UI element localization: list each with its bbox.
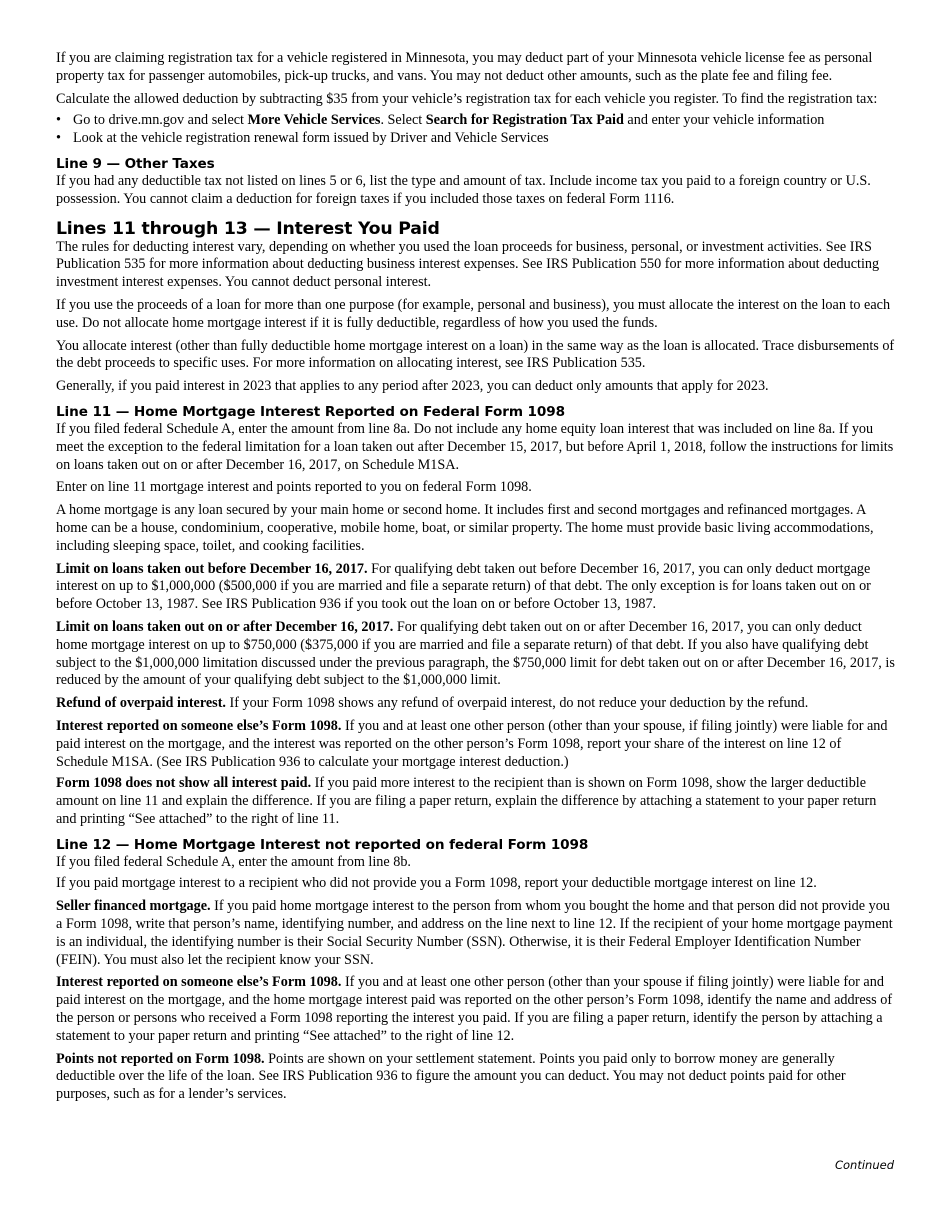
vehicle-tax-paragraph: If you are claiming registration tax for a vehicle registered in Minnesota, you may deduct part of your Minnesota vehicle license fee as personal property tax for passenger automobiles, pick-up trucks, and vans. You may not deduct other amounts, such as the plate fee and filing fee.: [56, 50, 873, 84]
line11-heading: Line 11 — Home Mortgage Interest Reported on Federal Form 1098: [56, 403, 565, 420]
interest-section-heading: Lines 11 through 13 — Interest You Paid: [56, 218, 440, 239]
line12-heading: Line 12 — Home Mortgage Interest not reported on federal Form 1098: [56, 836, 589, 853]
refund-overpaid-paragraph: Refund of overpaid interest. If your Form 1098 shows any refund of overpaid interest, do not reduce your deduction by the refund.: [56, 695, 809, 712]
someone-else-1098-paragraph: Interest reported on someone else’s Form 1098. If you and at least one other person (other than your spouse, if filing jointly) were liable for and paid interest on the mortgage, and the interest was reported on the other person’s Form 1098, report your share of the interest on line 12 of Schedule M1SA. (See IRS Publication 936 to calculate your mortgage interest deduction.): [56, 717, 888, 770]
bullet-icon: •: [56, 112, 61, 129]
interest-rules-paragraph: The rules for deducting interest vary, depending on whether you used the loan proceeds for business, personal, or investment activities. See IRS Publication 535 for more information about deducting business interest expenses. See IRS Publication 550 for more information about deducting investment interest expenses. You cannot deduct personal interest.: [56, 238, 880, 291]
limit-after-2017-paragraph: Limit on loans taken out on or after December 16, 2017. For qualifying debt taken out on or after December 16, 2017, you can only deduct home mortgage interest on up to $750,000 ($375,000 if you are married and file a separate return) of that debt. If you also have qualifying debt subject to the $1,000,000 limitation discussed under the previous paragraph, the $750,000 limit for debt taken out on or after December 16, 2017, is reduced by the amount of your qualifying debt subject to the $1,000,000 limit.: [56, 618, 895, 689]
limit-before-2017-paragraph: Limit on loans taken out before December 16, 2017. For qualifying debt taken out before December 16, 2017, you can only deduct mortgage interest on up to $1,000,000 ($500,000 if you are married and file a separate return) of that debt. The only exception is for loans taken out on or before October 13, 1987. See IRS Publication 936 if you took out the loan on or before October 13, 1987.: [56, 560, 871, 613]
list-item: • Look at the vehicle registration renewal form issued by Driver and Vehicle Services: [56, 130, 549, 147]
vehicle-deduction-paragraph: Calculate the allowed deduction by subtracting $35 from your vehicle’s registration tax for each vehicle you register. To find the registration tax:: [56, 90, 878, 107]
line9-paragraph: If you had any deductible tax not listed on lines 5 or 6, list the type and amount of tax. Include income tax you paid to a foreign country or U.S. possession. You cannot claim a deduction for foreign taxes if you included those taxes on federal Form 1116.: [56, 172, 871, 207]
bullet-icon: •: [56, 130, 61, 147]
line12-someone-else-1098-paragraph: Interest reported on someone else’s Form 1098. If you and at least one other person (other than your spouse if filing jointly) were liable for and paid interest on the mortgage, and the home mortgage interest paid was reported on the other person’s Form 1098, identify the name and address of the person or persons who received a Form 1098 reporting the interest you paid. If you are filing a paper return, identify the person by attaching a statement to your paper return and printing “See attached” to the right of line 12.: [56, 974, 893, 1044]
list-item: • Go to drive.mn.gov and select More Vehicle Services. Select Search for Registration Tax Paid and enter your vehicle information: [56, 112, 825, 129]
home-mortgage-definition-paragraph: A home mortgage is any loan secured by your main home or second home. It includes first and second mortgages and refinanced mortgages. A home can be a house, condominium, cooperative, mobile home, boat, or similar property. The home must provide basic living accommodations, including sleeping space, toilet, and cooking facilities.: [56, 502, 874, 554]
registration-tax-steps-list: [56, 112, 896, 148]
form1098-incomplete-paragraph: Form 1098 does not show all interest paid. If you paid more interest to the recipient than is shown on Form 1098, show the larger deductible amount on line 11 and explain the difference. If you are filing a paper return, explain the difference by attaching a statement to your paper return and printing “See attached” to the right of line 11.: [56, 775, 877, 827]
line12-schedule-a-paragraph: If you filed federal Schedule A, enter the amount from line 8b.: [56, 853, 411, 870]
more-vehicle-services-term: More Vehicle Services: [247, 112, 381, 129]
points-not-reported-paragraph: Points not reported on Form 1098. Points are shown on your settlement statement. Points you paid only to borrow money are generally deductible over the life of the loan. See IRS Publication 936 to figure the amount you can deduct. You may not deduct points paid for other purposes, such as for a lender’s services.: [56, 1050, 846, 1103]
seller-financed-paragraph: Seller financed mortgage. If you paid home mortgage interest to the person from whom you bought the home and that person did not provide you a Form 1098, write that person’s name, identifying number, and address on the line next to line 12. If the recipient of your home mortgage payment is an individual, the identifying number is their Social Security Number (SSN). Otherwise, it is their Federal Employer Identification Number (FEIN). You must also let the recipient know your SSN.: [56, 898, 893, 968]
interest-trace-paragraph: You allocate interest (other than fully deductible home mortgage interest on a loan) in the same way as the loan is allocated. Trace disbursements of the debt proceeds to specific uses. For more information on allocating interest, see IRS Publication 535.: [56, 337, 895, 372]
line12-no-1098-paragraph: If you paid mortgage interest to a recipient who did not provide you a Form 1098, report your deductible mortgage interest on line 12.: [56, 875, 817, 892]
interest-allocation-paragraph: If you use the proceeds of a loan for more than one purpose (for example, personal and business), you must allocate the interest on the loan to each use. Do not allocate home mortgage interest if it is fully deductible, regardless of how you used the funds.: [56, 296, 891, 331]
line11-enter-paragraph: Enter on line 11 mortgage interest and points reported to you on federal Form 1098.: [56, 479, 532, 496]
continued-label: Continued: [834, 1158, 894, 1172]
line9-heading: Line 9 — Other Taxes: [56, 155, 215, 172]
instruction-page: [56, 50, 896, 1108]
interest-period-paragraph: Generally, if you paid interest in 2023 that applies to any period after 2023, you can deduct only amounts that apply for 2023.: [56, 378, 769, 395]
search-registration-tax-term: Search for Registration Tax Paid: [425, 112, 624, 129]
line11-schedule-a-paragraph: If you filed federal Schedule A, enter the amount from line 8a. Do not include any home equity loan interest that was included on line 8a. If you meet the exception to the federal limitation for a loan taken out after December 15, 2017, but before April 1, 2018, follow the instructions for limits on loans taken out on or after December 16, 2017, on Schedule M1SA.: [56, 420, 894, 473]
